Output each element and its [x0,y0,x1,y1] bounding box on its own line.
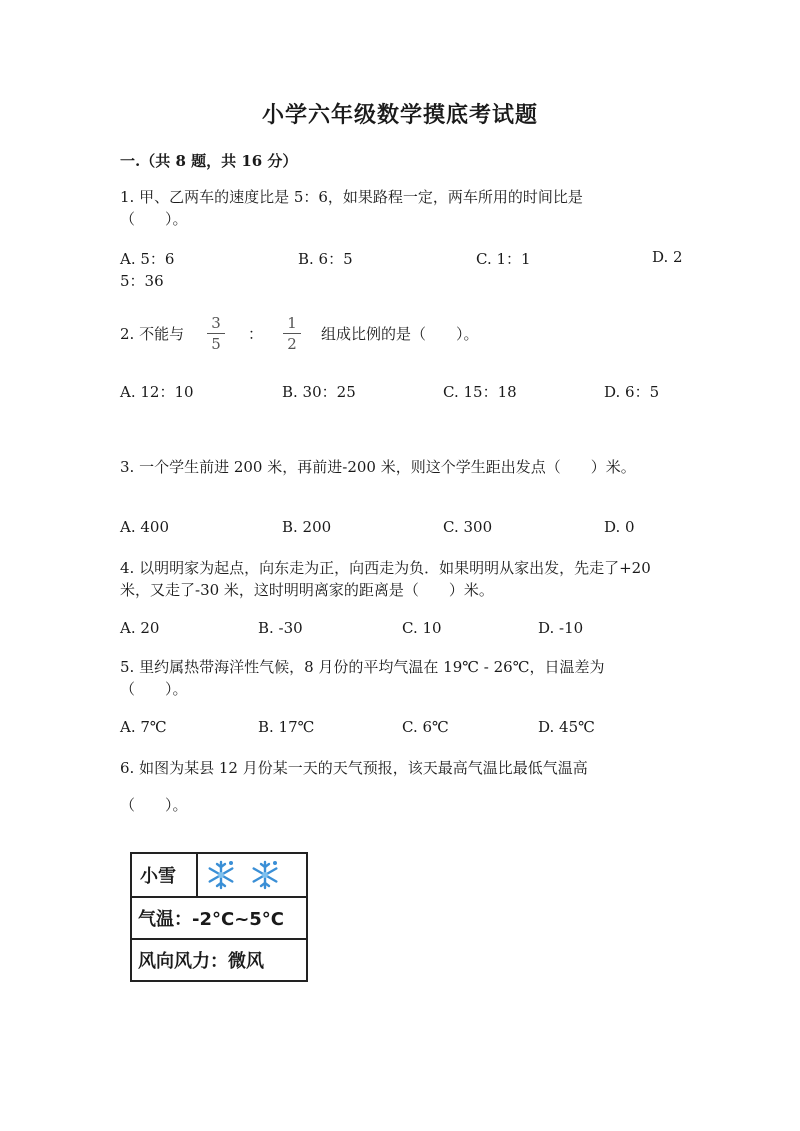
snowflake-icon [248,858,282,892]
question-5-line1: 5. 里约属热带海洋性气候，8 月份的平均气温在 19℃ - 26℃，日温差为 [120,658,605,676]
weather-row-temperature [132,898,306,940]
question-5-options [120,718,690,740]
question-2-suffix: 组成比例的是（ ）。 [321,325,479,343]
section-header: 一.（共 8 题，共 16 分） [120,152,298,170]
weather-wind-text: 风向风力：微风 [138,951,264,972]
question-6-line1: 6. 如图为某县 12 月份某一天的天气预报，该天最高气温比最低气温高 [120,759,588,777]
question-1-options [120,248,690,270]
ratio-colon: ： [248,325,264,343]
question-4-line1: 4. 以明明家为起点，向东走为正，向西走为负．如果明明从家出发，先走了+20 [120,559,651,577]
option-b[interactable]: B. 30：25 [282,383,356,401]
option-d-continued: 5：36 [120,272,164,290]
option-b[interactable]: B. -30 [258,619,303,637]
option-a[interactable]: A. 12：10 [120,383,194,401]
weather-temperature-text: 气温：-2°C~5°C [138,909,285,930]
option-a[interactable]: A. 5：6 [120,250,175,268]
fraction-bar [283,333,301,334]
option-d[interactable]: D. 6：5 [604,383,660,401]
option-d[interactable]: D. 0 [604,518,635,536]
question-2-prefix: 2. 不能与 [120,325,185,343]
option-b[interactable]: B. 6：5 [298,250,353,268]
weather-row-wind [132,940,306,980]
option-a[interactable]: A. 400 [120,518,169,536]
question-5-line2: （ ）。 [120,680,188,698]
page-title: 小学六年级数学摸底考试题 [261,102,538,128]
option-c[interactable]: C. 6℃ [402,718,449,736]
question-4-line2: 米，又走了-30 米，这时明明离家的距离是（ ）米。 [120,581,494,599]
fraction-numerator: 1 [287,314,297,332]
question-1 [120,186,690,230]
question-1-line1: 1. 甲、乙两车的速度比是 5：6，如果路程一定，两车所用的时间比是 [120,188,583,206]
option-b[interactable]: B. 17℃ [258,718,315,736]
question-5 [120,656,690,700]
question-4-options [120,619,690,641]
option-c[interactable]: C. 1：1 [476,250,531,268]
fraction-denominator: 5 [211,335,221,353]
option-a[interactable]: A. 7℃ [120,718,167,736]
fraction-numerator: 3 [211,314,221,332]
question-3: 3. 一个学生前进 200 米，再前进-200 米，则这个学生距出发点（ ）米。 [120,458,636,476]
question-4 [120,557,720,601]
fraction-one-half [283,314,301,353]
option-c[interactable]: C. 15：18 [443,383,517,401]
fraction-bar [207,333,225,334]
question-6-line2: （ ）。 [120,796,188,814]
weather-cell-divider [196,854,198,896]
weather-condition-label: 小雪 [140,866,176,887]
question-3-options [120,518,690,540]
question-2-options [120,381,690,403]
weather-row-condition [132,854,306,898]
option-d[interactable]: D. -10 [538,619,584,637]
option-c[interactable]: C. 10 [402,619,442,637]
fraction-three-fifths [207,314,225,353]
snowflake-icon [204,858,238,892]
option-c[interactable]: C. 300 [443,518,493,536]
question-1-line2: （ ）。 [120,210,188,228]
option-d[interactable]: D. 45℃ [538,718,595,736]
option-a[interactable]: A. 20 [120,619,160,637]
weather-forecast-figure [130,852,308,982]
option-d[interactable]: D. 2 [652,248,683,266]
option-b[interactable]: B. 200 [282,518,332,536]
weather-icons [204,854,304,896]
fraction-denominator: 2 [287,335,297,353]
